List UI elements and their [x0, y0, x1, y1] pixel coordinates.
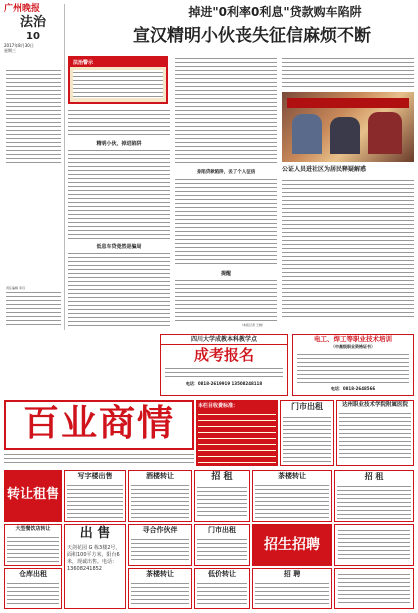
ad-dacan-title: 大型餐饮店转让	[15, 526, 51, 532]
ad-chaolou	[252, 470, 332, 522]
ad-bottom-right	[334, 568, 414, 609]
ad-chushou	[64, 524, 126, 609]
ad-zhaozu-title: 招 租	[211, 472, 233, 482]
ad-zhaopin-right	[334, 524, 414, 566]
ad-zhaopin-title: 招 聘	[283, 570, 301, 578]
ad-chaolou-title: 茶楼转让	[278, 472, 306, 480]
ad-zhuanzu	[4, 470, 62, 522]
brand-title: 百业商情	[22, 403, 175, 444]
ad-training-title: 电工、焊工等职业技术培训	[314, 335, 392, 343]
sidebar-rule	[64, 4, 65, 330]
ad-dijia	[194, 568, 250, 609]
article-col3-top	[282, 56, 414, 90]
pricing-title: 本栏目收费标准：	[198, 403, 239, 409]
ad-xiezi	[64, 470, 126, 522]
ad-zhaosheng-title: 招生招聘	[264, 537, 320, 553]
ad-chalou2	[128, 568, 192, 609]
ad-dijia-title: 低价转让	[208, 570, 236, 578]
ad-canting-title: 酒楼转让	[146, 472, 174, 480]
ad-zhaozu	[194, 470, 250, 522]
sidebar-summary	[6, 68, 61, 163]
ad-chalou2-title: 茶楼转让	[146, 570, 174, 578]
article-subhead-2: 低息车贷竟然是骗局	[96, 244, 142, 250]
issue-weekday: 星期三	[4, 48, 16, 53]
article-col1-tail	[68, 251, 170, 329]
ad-chengkao-title: 四川大学成教本科教学点	[161, 335, 287, 345]
pricing-box	[196, 400, 278, 466]
ad-canting	[128, 470, 192, 522]
ad-menshi2	[194, 524, 250, 566]
ad-chushou-body: 天剑花园 G 栋3楼2号，面积100平方米，阳台6米，现诚出售。电话：13608241852	[67, 545, 121, 572]
ad-menshi	[280, 400, 334, 466]
masthead	[4, 4, 62, 56]
news-photo	[282, 92, 414, 162]
ad-menshi-title: 门市出租	[291, 402, 323, 411]
ad-hezuo	[128, 524, 192, 566]
headline-kicker: 掉进"0利率0利息"贷款购车陷阱	[188, 5, 362, 19]
article-col1-body	[68, 148, 170, 240]
article-byline: （本报记者 王晓）	[240, 323, 265, 327]
sidebar-contacts	[6, 290, 61, 328]
law-tips-box: 法治警示	[68, 56, 168, 104]
ad-training	[292, 334, 414, 396]
ad-zhuanzu-title: 转让租售	[6, 487, 59, 502]
ad-zhaosheng	[252, 524, 332, 566]
sidebar-editor: 责任编辑 李丹	[6, 286, 25, 290]
ad-training-phone: 电话：0818-2648566	[330, 386, 376, 391]
article-col2-top	[175, 56, 277, 166]
ad-menshi2-title: 门市出租	[208, 526, 236, 534]
ad-xiezi-title: 写字楼出售	[77, 472, 113, 480]
brand-ticker	[4, 452, 194, 466]
headline-title: 宣汉精明小伙丧失征信麻烦不断	[133, 26, 371, 46]
ad-zhaopin	[252, 568, 332, 609]
photo-caption: 公证人员进社区为居民释疑解惑	[282, 166, 367, 173]
article-subhead-4: 提醒	[220, 271, 231, 277]
article-col1-lead	[68, 108, 170, 136]
ad-zhaozu2-title: 招 租	[364, 472, 384, 481]
issue-date: 2017年8月30日	[4, 43, 34, 48]
section-title: 法治	[19, 15, 46, 30]
ad-zhaozu2	[334, 470, 414, 522]
ad-zhiye-title: 达州职业技术学院附属医院	[341, 402, 408, 408]
ad-chushou-title: 出 售	[79, 526, 111, 541]
article-col2-tail	[175, 278, 277, 322]
page-number: 10	[26, 31, 40, 42]
ad-dacan	[4, 524, 62, 566]
article-col2-mid	[175, 177, 277, 267]
ad-chengkao-phone: 电话：0818-2619919 13508248118	[185, 381, 263, 386]
ad-cangku	[4, 568, 62, 609]
article-col3-body	[282, 178, 414, 320]
masthead-logo: 广州晚报	[4, 4, 41, 14]
ad-chengkao-big: 成考报名	[193, 346, 254, 364]
ad-hezuo-title: 寻合作伙伴	[142, 526, 178, 534]
ad-zhiye	[336, 400, 414, 466]
article-subhead-3: 身陷贷款陷阱，丢了个人征信	[196, 170, 256, 175]
ad-training-sub: （中高级职业资格证书）	[331, 344, 375, 349]
ad-cangku-title: 仓库出租	[19, 570, 47, 578]
brand-banner	[4, 400, 194, 450]
ad-chengkao	[160, 334, 288, 396]
article-subhead-1: 精明小伙，掉进陷阱	[96, 141, 142, 147]
